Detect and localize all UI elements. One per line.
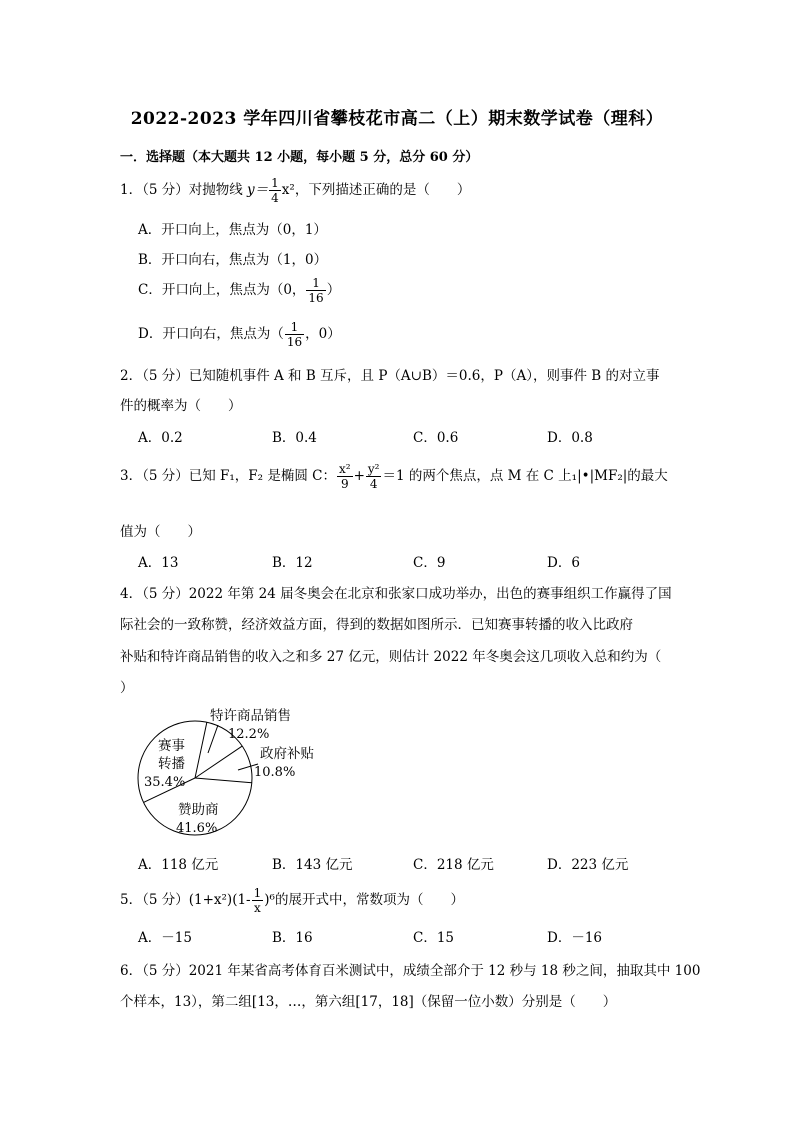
q2-option-a: A．0.2: [138, 430, 183, 446]
q3-f2-num: y²: [367, 462, 380, 476]
slice-value-licensed-merch: 12.2%: [228, 727, 270, 742]
question-1: [120, 176, 470, 205]
q3-plus: +: [353, 468, 365, 484]
q1-c-num: 1: [306, 276, 325, 291]
pie-label-leader: [208, 725, 218, 753]
question-4-line-2: 际社会的一致称赞，经济效益方面，得到的数据如图所示．已知赛事转播的收入比政府: [120, 617, 633, 633]
q1-y: y＝: [247, 182, 269, 198]
q4-option-c: C．218 亿元: [413, 857, 494, 873]
q1-prefix: 1．（5 分）对抛物线: [120, 182, 248, 198]
q1-frac-num: 1: [271, 176, 279, 190]
slice-label-licensed-merch: 特许商品销售: [210, 708, 291, 724]
q3-f2-den: 4: [369, 477, 378, 491]
q3-suffix: ＝1 的两个焦点，点 M 在 C 上₁|•|MF₂|的最大: [382, 468, 668, 484]
pie-slice-boundary: [195, 746, 242, 778]
slice-label-broadcast-2: 转播: [158, 756, 185, 772]
question-3-line-1: [120, 462, 668, 491]
q1-d-den: 16: [286, 335, 303, 349]
question-4-line-3: 补贴和特许商品销售的收入之和多 27 亿元，则估计 2022 年冬奥会这几项收入总和约为（: [120, 649, 662, 665]
q5-option-d: D．－16: [547, 930, 603, 946]
q1-frac-den: 4: [271, 191, 279, 205]
question-6-line-1: 6．（5 分）2021 年某省高考体育百米测试中，成绩全部介于 12 秒与 18 秒之间，抽取其中 100: [120, 963, 701, 979]
q3-fraction-y: [366, 462, 382, 491]
q5-expr1: (1+x²): [188, 892, 233, 908]
q1-option-d: [138, 320, 341, 349]
q3-fraction-x: [337, 462, 353, 491]
q1-option-a: A．开口向上，焦点为（0，1）: [138, 222, 327, 238]
q1-option-c: [138, 276, 340, 305]
question-5: [120, 886, 464, 915]
q3-option-d: D．6: [547, 555, 580, 571]
q5-suffix: 的展开式中，常数项为（ ）: [274, 892, 464, 908]
q1-c-den: 16: [308, 291, 324, 305]
q3-f1-den: 9: [340, 477, 349, 491]
q1-c-pre: C．开口向上，焦点为（0，: [138, 282, 306, 298]
q5-option-c: C．15: [413, 930, 455, 946]
q3-prefix: 3．（5 分）已知 F₁，F₂ 是椭圆 C：: [120, 468, 336, 484]
q1-d-num: 1: [285, 320, 304, 335]
q5-option-a: A．－15: [138, 930, 192, 946]
pie-slice-boundary: [195, 778, 252, 783]
q3-option-b: B．12: [272, 555, 313, 571]
pie-chart: [130, 698, 340, 840]
slice-label-broadcast-1: 赛事: [158, 738, 185, 754]
q3-f1-num: x²: [338, 462, 351, 476]
q1-after: x²，下列描述正确的是（ ）: [281, 182, 471, 198]
slice-value-broadcast: 35.4%: [144, 775, 186, 790]
q1-d-post: ，0）: [305, 326, 341, 342]
question-2-line-1: 2．（5 分）已知随机事件 A 和 B 互斥，且 P（A∪B）＝0.6，P（A），则事件 B 的对立事: [120, 368, 660, 384]
slice-value-subsidy: 10.8%: [254, 765, 296, 780]
question-4-line-4: ）: [120, 680, 134, 696]
q5-expr2-post: )⁶: [264, 892, 275, 908]
q2-option-b: B．0.4: [272, 430, 317, 446]
q1-c-post: ）: [326, 282, 341, 298]
q5-frac-num: 1: [253, 886, 262, 900]
q2-option-d: D．0.8: [547, 430, 593, 446]
q1-option-b: B．开口向右，焦点为（1，0）: [138, 252, 328, 268]
page-title: 2022-2023 学年四川省攀枝花市高二（上）期末数学试卷（理科）: [130, 109, 664, 129]
slice-label-subsidy: 政府补贴: [260, 746, 314, 762]
question-6-line-2: 个样本，13），第二组[13，…，第六组[17，18]（保留一位小数）分别是（ ）: [120, 994, 617, 1010]
q5-expr2-pre: (1-: [232, 892, 251, 908]
q4-option-d: D．223 亿元: [547, 857, 629, 873]
slice-label-sponsors: 赞助商: [178, 802, 219, 818]
q1-d-pre: D．开口向右，焦点为（: [138, 326, 284, 342]
q3-option-c: C．9: [413, 555, 446, 571]
pie-slice-boundary: [195, 722, 207, 778]
section-heading: 一．选择题（本大题共 12 小题，每小题 5 分，总分 60 分）: [120, 150, 479, 165]
q5-prefix: 5．（5 分）: [120, 892, 189, 908]
question-3-line-2: 值为（ ）: [120, 524, 201, 540]
q1-d-fraction: [285, 320, 304, 349]
q2-option-c: C．0.6: [413, 430, 459, 446]
q1-fraction: [269, 176, 281, 205]
q3-option-a: A．13: [138, 555, 179, 571]
q5-fraction: [252, 886, 264, 915]
q5-option-b: B．16: [272, 930, 313, 946]
slice-value-sponsors: 41.6%: [176, 821, 218, 836]
q5-frac-den: x: [254, 901, 261, 915]
q4-option-a: A．118 亿元: [138, 857, 219, 873]
question-4-line-1: 4．（5 分）2022 年第 24 届冬奥会在北京和张家口成功举办，出色的赛事组织工作赢得了国: [120, 586, 672, 602]
question-2-line-2: 件的概率为（ ）: [120, 398, 242, 414]
q4-option-b: B．143 亿元: [272, 857, 353, 873]
q1-c-fraction: [306, 276, 325, 305]
